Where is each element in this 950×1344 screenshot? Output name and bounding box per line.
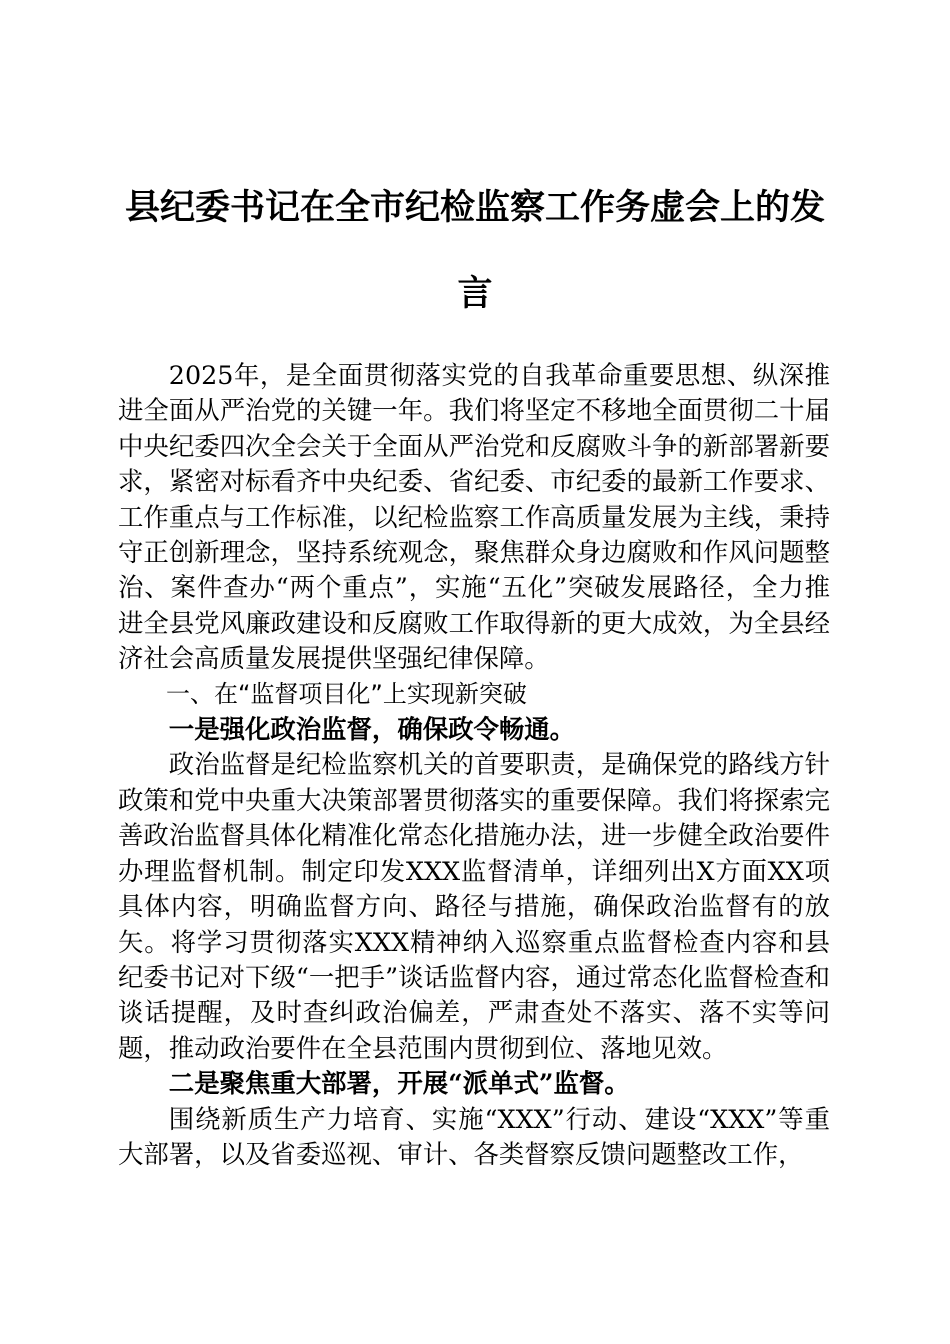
section-heading-1: 一、在“监督项目化”上实现新突破	[166, 679, 527, 708]
body-paragraph-2: 围绕新质生产力培育、实施“XXX”行动、建设“XXX”等重大部署，以及省委巡视、审计、各类督察反馈问题整改工作，	[118, 1103, 830, 1169]
subheading-2: 二是聚焦重大部署，开展“派单式”监督。	[168, 1068, 630, 1099]
document-body	[118, 358, 830, 1172]
intro-paragraph: 2025年，是全面贯彻落实党的自我革命重要思想、纵深推进全面从严治党的关键一年。我们将坚定不移地全面贯彻二十届中央纪委四次全会关于全面从严治党和反腐败斗争的新部署新要求，紧密对标看齐中央纪委、省纪委、市纪委的最新工作要求、工作重点与工作标准，以纪检监察工作高质量发展为主线，秉持守正创新理念，坚持系统观念，聚焦群众身边腐败和作风问题整治、案件查办“两个重点”，实施“五化”突破发展路径，全力推进全县党风廉政建设和反腐败工作取得新的更大成效，为全县经济社会高质量发展提供坚强纪律保障。	[118, 360, 830, 674]
document-title: 县纪委书记在全市纪检监察工作务虚会上的发言	[124, 187, 825, 314]
body-paragraph-1: 政治监督是纪检监察机关的首要职责，是确保党的路线方针政策和党中央重大决策部署贯彻落实的重要保障。我们将探索完善政治监督具体化精准化常态化措施办法，进一步健全政治要件办理监督机制。制定印发XXX监督清单，详细列出X方面XX项具体内容，明确监督方向、路径与措施，确保政治监督有的放矢。将学习贯彻落实XXX精神纳入巡察重点监督检查内容和县纪委书记对下级“一把手”谈话监督内容，通过常态化监督检查和谈话提醒，及时查纠政治偏差，严肃查处不落实、落不实等问题，推动政治要件在全县范围内贯彻到位、落地见效。	[118, 749, 830, 1063]
subheading-1: 一是强化政治监督，确保政令畅通。	[168, 714, 576, 745]
